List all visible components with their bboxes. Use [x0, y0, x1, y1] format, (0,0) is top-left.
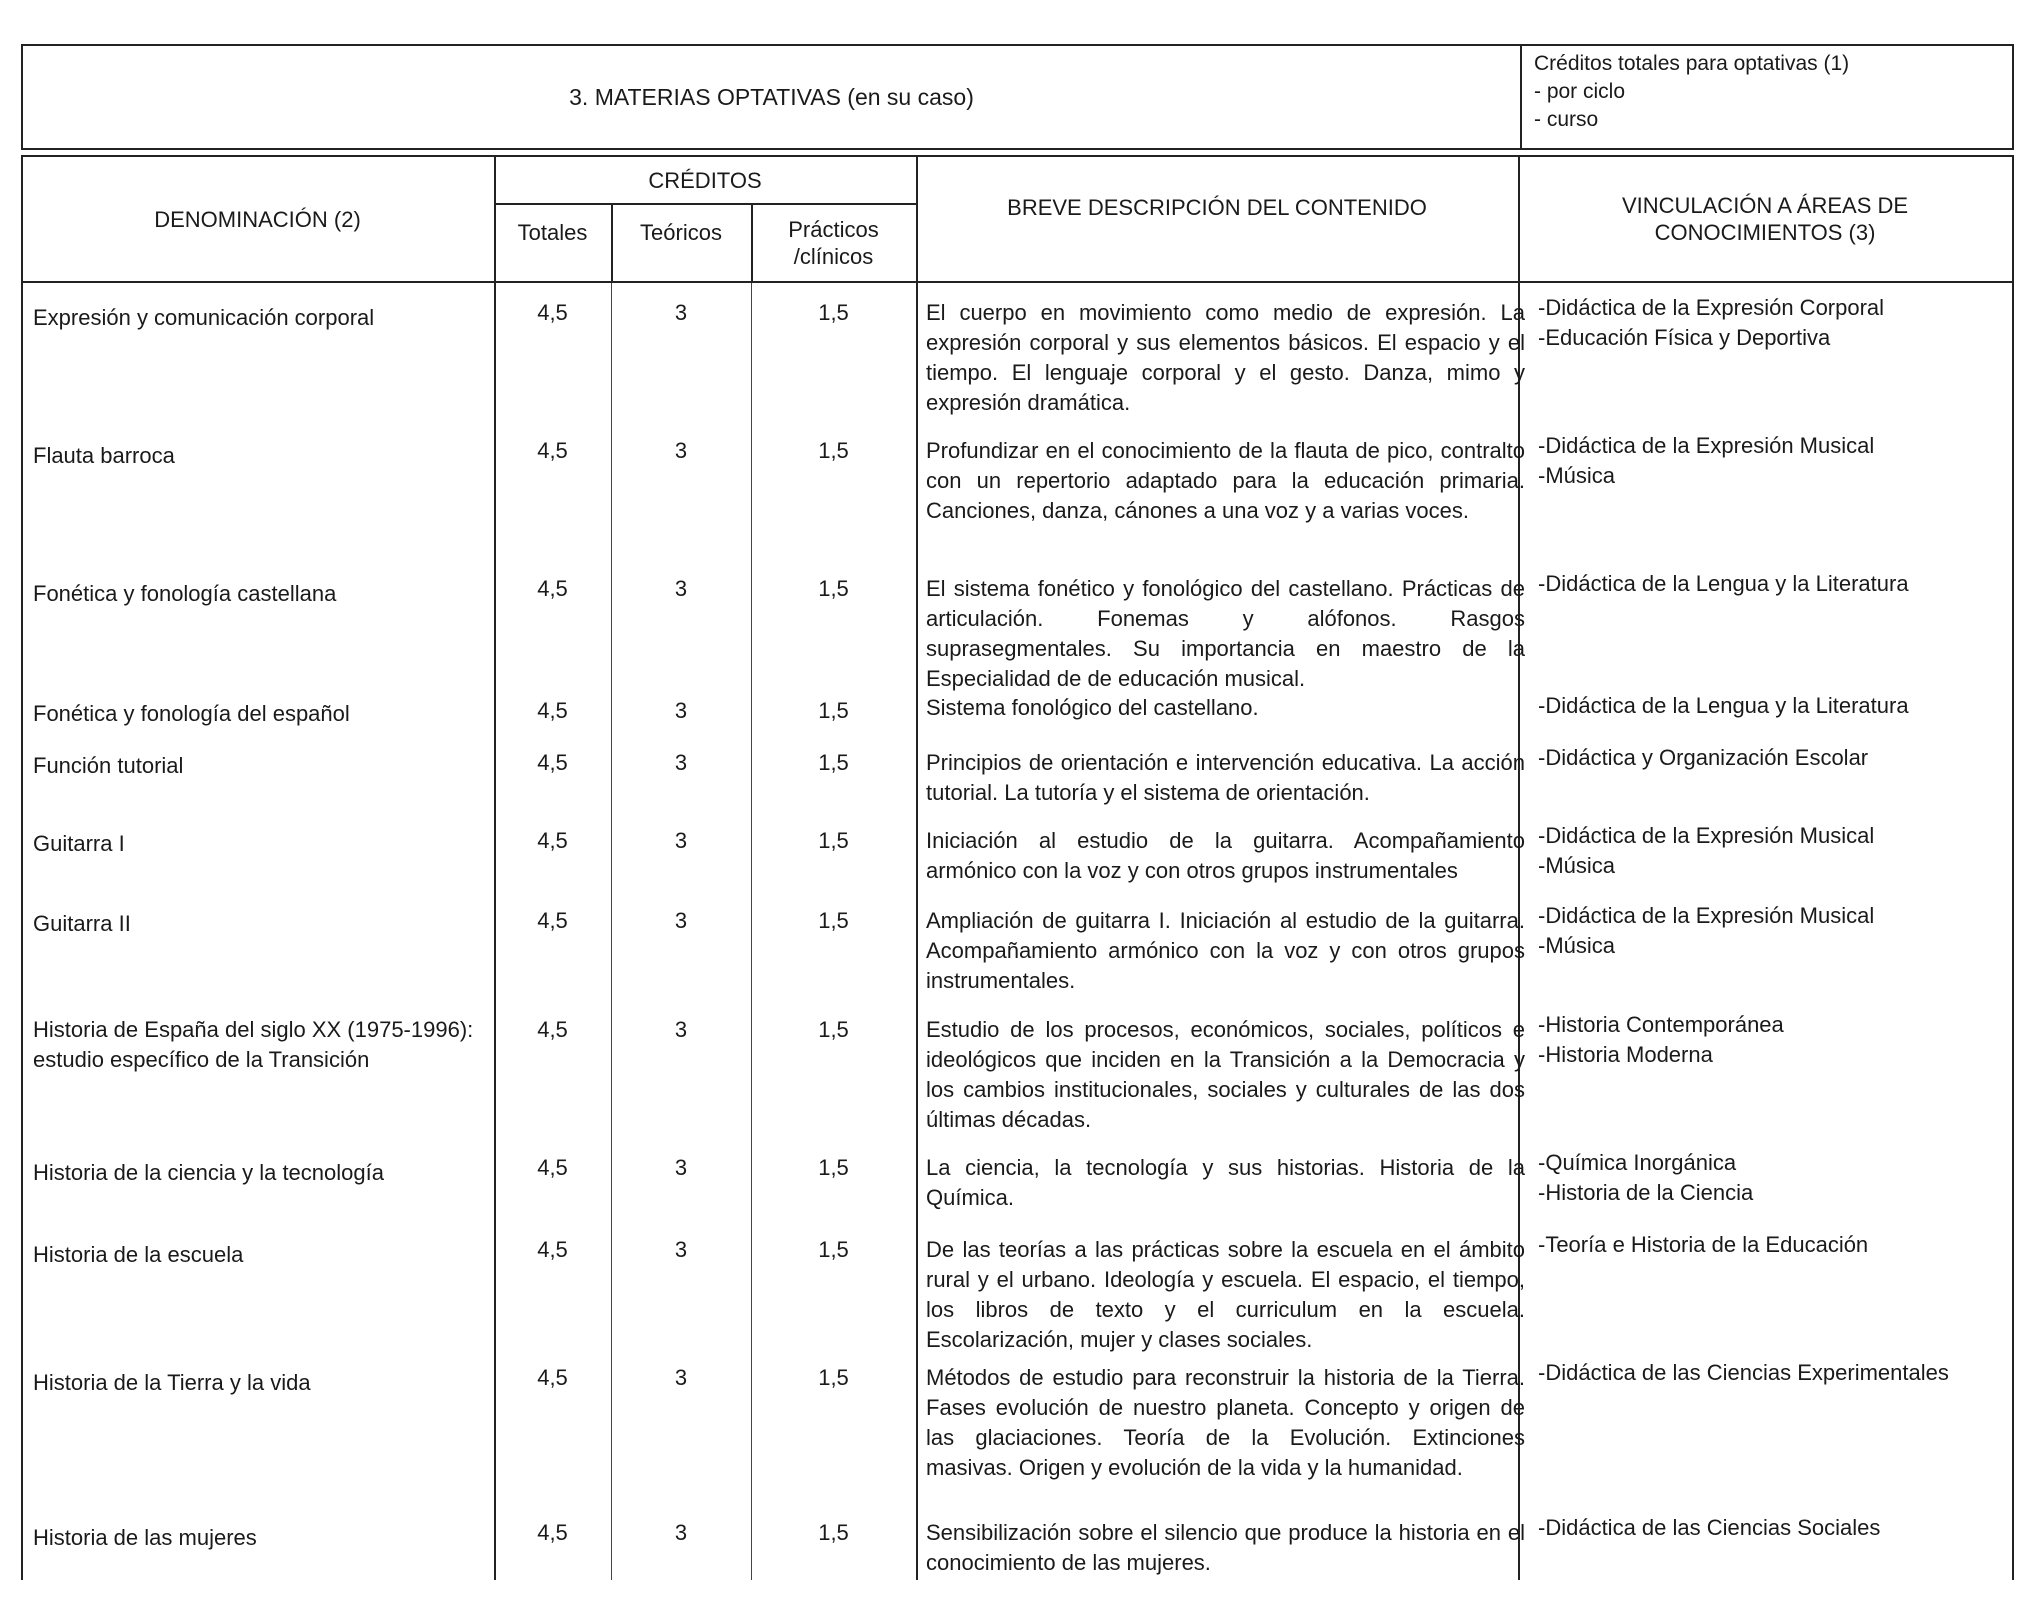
credits-teoricos: 3	[674, 908, 688, 933]
credits-teoricos: 3	[674, 438, 688, 463]
header-creditos: CRÉDITOS	[648, 167, 762, 193]
credits-teoricos: 3	[674, 300, 688, 325]
subject-name: Expresión y comunicación corporal	[33, 305, 375, 330]
knowledge-areas	[1538, 293, 2008, 353]
credits-practicos: 1,5	[818, 438, 849, 463]
area-item: -Didáctica de la Lengua y la Literatura	[1538, 571, 1909, 596]
area-item: -Historia de la Ciencia	[1538, 1180, 1754, 1205]
area-item: -Teoría e Historia de la Educación	[1538, 1232, 1869, 1257]
column-header	[21, 155, 2014, 283]
credits-practicos: 1,5	[818, 1017, 849, 1042]
subject-description: Iniciación al estudio de la guitarra. Acompañamiento armónico con la voz y con otros grupos instrumentales	[926, 828, 1525, 883]
header-descripcion: BREVE DESCRIPCIÓN DEL CONTENIDO	[1007, 194, 1427, 220]
subject-description: De las teorías a las prácticas sobre la escuela en el ámbito rural y el urbano. Ideología y escuela. El espacio, el tiempo, los libros de texto y el curriculum en la escuela. Escolarización, mujer y clases sociales.	[926, 1237, 1525, 1352]
column-divider	[916, 155, 918, 1580]
credits-teoricos: 3	[674, 750, 688, 775]
credits-practicos: 1,5	[818, 908, 849, 933]
credits-practicos: 1,5	[818, 828, 849, 853]
area-item: -Didáctica de la Lengua y la Literatura	[1538, 693, 1909, 718]
knowledge-areas	[1538, 1230, 2008, 1260]
credits-totales: 4,5	[537, 1520, 568, 1545]
subject-description: La ciencia, la tecnología y sus historias. Historia de la Química.	[926, 1155, 1525, 1210]
subject-name: Flauta barroca	[33, 443, 175, 468]
area-item: -Didáctica de la Expresión Musical	[1538, 823, 1875, 848]
area-item: -Historia Contemporánea	[1538, 1012, 1784, 1037]
subject-description: Profundizar en el conocimiento de la flauta de pico, contralto con un repertorio adaptado para la educación primaria. Canciones, danza, cánones a una voz y a varias voces.	[926, 438, 1525, 523]
area-item: -Didáctica de la Expresión Musical	[1538, 903, 1875, 928]
area-item: -Didáctica de la Expresión Corporal	[1538, 295, 1885, 320]
table-border	[21, 155, 23, 1580]
subject-name: Fonética y fonología del español	[33, 701, 350, 726]
credits-totales: 4,5	[537, 828, 568, 853]
credits-totales: 4,5	[537, 750, 568, 775]
credits-practicos: 1,5	[818, 1155, 849, 1180]
area-item: -Música	[1538, 463, 1616, 488]
credits-practicos: 1,5	[818, 698, 849, 723]
subject-description: Métodos de estudio para reconstruir la historia de la Tierra. Fases evolución de nuestro planeta. Concepto y origen de las glaciaciones. Teoría de la Evolución. Extinciones masivas. Origen y evolución de la vida y la humanidad.	[926, 1365, 1525, 1480]
knowledge-areas	[1538, 431, 2008, 491]
credits-teoricos: 3	[674, 1017, 688, 1042]
subject-name: Historia de la ciencia y la tecnología	[33, 1160, 384, 1185]
knowledge-areas	[1538, 1513, 2008, 1543]
credits-practicos: 1,5	[818, 576, 849, 601]
knowledge-areas	[1538, 901, 2008, 961]
subject-name: Guitarra I	[33, 831, 125, 856]
credits-teoricos: 3	[674, 1155, 688, 1180]
header-vinculacion: VINCULACIÓN A ÁREAS DE CONOCIMIENTOS (3)	[1621, 193, 1909, 245]
subject-name: Historia de la Tierra y la vida	[33, 1370, 311, 1395]
credits-teoricos: 3	[674, 1520, 688, 1545]
credits-totales: 4,5	[537, 1155, 568, 1180]
area-item: -Música	[1538, 853, 1616, 878]
knowledge-areas	[1538, 691, 2008, 721]
subject-description: Ampliación de guitarra I. Iniciación al estudio de la guitarra. Acompañamiento armónico con la voz y con otros grupos instrumentales.	[926, 908, 1525, 993]
subject-name: Historia de la escuela	[33, 1242, 244, 1267]
subject-name: Historia de las mujeres	[33, 1525, 257, 1550]
credits-teoricos: 3	[674, 576, 688, 601]
credits-totales: 4,5	[537, 438, 568, 463]
credits-line: - curso	[1534, 108, 1599, 131]
section-header	[21, 44, 2014, 150]
subject-name: Historia de España del siglo XX (1975-1996): estudio específico de la Transición	[33, 1017, 474, 1072]
credits-practicos: 1,5	[818, 1237, 849, 1262]
area-item: -Didáctica de la Expresión Musical	[1538, 433, 1875, 458]
area-item: -Didáctica y Organización Escolar	[1538, 745, 1869, 770]
credits-teoricos: 3	[674, 1237, 688, 1262]
subject-name: Guitarra II	[33, 911, 131, 936]
knowledge-areas	[1538, 1010, 2008, 1070]
credits-practicos: 1,5	[818, 300, 849, 325]
header-denominacion: DENOMINACIÓN (2)	[154, 206, 361, 232]
credits-totales: 4,5	[537, 1365, 568, 1390]
area-item: -Música	[1538, 933, 1616, 958]
subject-description: Sistema fonológico del castellano.	[926, 695, 1259, 720]
header-totales: Totales	[517, 219, 588, 245]
subject-description: Principios de orientación e intervención educativa. La acción tutorial. La tutoría y el sistema de orientación.	[926, 750, 1525, 805]
area-item: -Historia Moderna	[1538, 1042, 1713, 1067]
credits-teoricos: 3	[674, 828, 688, 853]
subject-description: El cuerpo en movimiento como medio de expresión. La expresión corporal y sus elementos básicos. El espacio y el tiempo. El lenguaje corporal y el gesto. Danza, mimo y expresión dramática.	[926, 300, 1525, 415]
credits-practicos: 1,5	[818, 1520, 849, 1545]
knowledge-areas	[1538, 1358, 2008, 1388]
credits-totales: 4,5	[537, 1237, 568, 1262]
credits-line: Créditos totales para optativas (1)	[1534, 52, 1850, 75]
table-border	[2012, 155, 2014, 1580]
subjects-table	[21, 155, 2014, 1580]
credits-line: - por ciclo	[1534, 80, 1626, 103]
knowledge-areas	[1538, 1148, 2008, 1208]
subject-description: Sensibilización sobre el silencio que produce la historia en el conocimiento de las mujeres.	[926, 1520, 1525, 1575]
credits-teoricos: 3	[674, 698, 688, 723]
subject-description: El sistema fonético y fonológico del castellano. Prácticas de articulación. Fonemas y alófonos. Rasgos suprasegmentales. Su importancia en maestro de la Especialidad de de educación musical.	[926, 576, 1525, 691]
area-item: -Didáctica de las Ciencias Experimentales	[1538, 1360, 1949, 1385]
subject-name: Fonética y fonología castellana	[33, 581, 337, 606]
header-teoricos: Teóricos	[640, 219, 722, 245]
subject-description: Estudio de los procesos, económicos, sociales, políticos e ideológicos que inciden en la Transición a la Democracia y los cambios institucionales, sociales y culturales de las dos últimas décadas.	[926, 1017, 1525, 1132]
credits-totales: 4,5	[537, 300, 568, 325]
knowledge-areas	[1538, 569, 2008, 599]
credits-practicos: 1,5	[818, 1365, 849, 1390]
optional-credits-box	[1520, 46, 2012, 148]
section-title: 3. MATERIAS OPTATIVAS (en su caso)	[569, 83, 974, 110]
credits-teoricos: 3	[674, 1365, 688, 1390]
area-item: -Didáctica de las Ciencias Sociales	[1538, 1515, 1881, 1540]
knowledge-areas	[1538, 743, 2008, 773]
area-item: -Química Inorgánica	[1538, 1150, 1737, 1175]
credits-totales: 4,5	[537, 698, 568, 723]
subject-name: Función tutorial	[33, 753, 184, 778]
area-item: -Educación Física y Deportiva	[1538, 325, 1831, 350]
knowledge-areas	[1538, 821, 2008, 881]
credits-totales: 4,5	[537, 1017, 568, 1042]
credits-totales: 4,5	[537, 908, 568, 933]
credits-practicos: 1,5	[818, 750, 849, 775]
header-practicos: Prácticos /clínicos	[788, 217, 879, 269]
credits-totales: 4,5	[537, 576, 568, 601]
